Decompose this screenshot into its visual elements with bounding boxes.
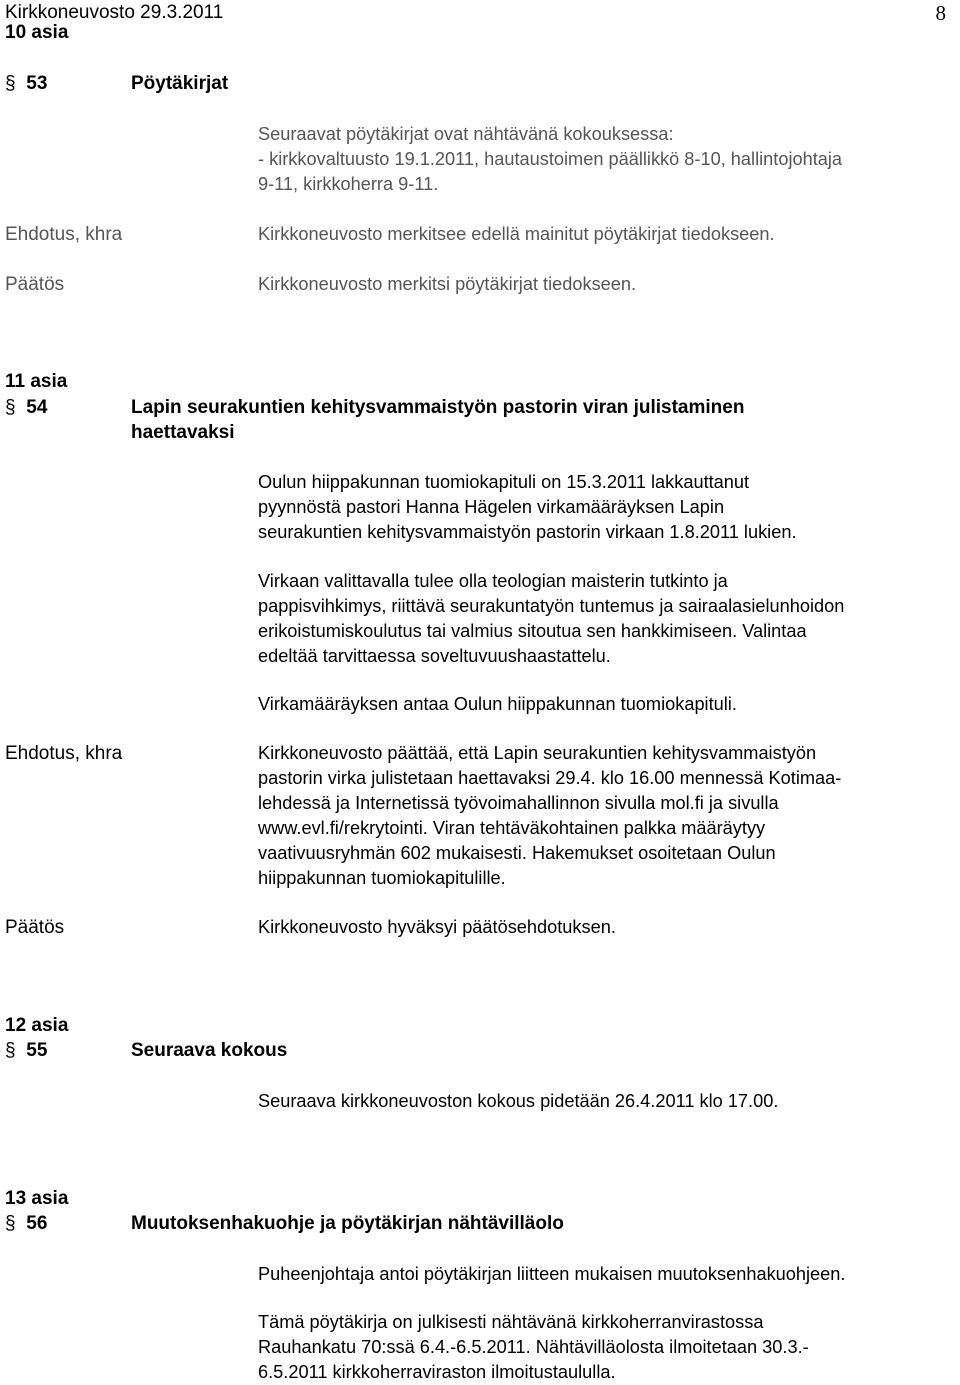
section-55 — [5, 1039, 47, 1063]
case-number-11: 11 asia — [5, 371, 68, 392]
page-header-title: Kirkkoneuvosto 29.3.2011 — [5, 2, 224, 23]
section-54 — [5, 396, 47, 420]
section-mark: § — [5, 397, 16, 418]
section-title-55: Seuraava kokous — [131, 1040, 288, 1061]
section-mark: § — [5, 1213, 16, 1234]
section-number: 54 — [26, 397, 48, 418]
case-number-13: 13 asia — [5, 1188, 69, 1209]
section-title-56: Muutoksenhakuohje ja pöytäkirjan nähtävilläolo — [131, 1213, 564, 1234]
decision-label-53: Päätös — [5, 274, 65, 295]
proposal-text-54: Kirkkoneuvosto päättää, että Lapin seurakuntien kehitysvammaistyön pastorin virka julistetaan haettavaksi 29.4. klo 16.00 mennessä Kotimaa- lehdessä ja Internetissä työvoimahallinnon sivulla mol.fi ja sivulla www.evl.fi/rekrytointi. Viran tehtäväkohtainen palkka määräytyy vaativuusryhmän 602 mukaisesti. Hakemukset osoitetaan Oulun hiippakunnan tuomiokapitulille. — [258, 743, 842, 888]
section-56 — [5, 1212, 47, 1236]
section-mark: § — [5, 1040, 16, 1061]
case-number-10: 10 asia — [5, 22, 69, 43]
section-53 — [5, 72, 47, 96]
page-number: 8 — [935, 1, 946, 25]
item-56-paragraph-1: Puheenjohtaja antoi pöytäkirjan liitteen mukaisen muutoksenhakuohjeen. — [258, 1264, 846, 1284]
decision-text-54: Kirkkoneuvosto hyväksyi päätösehdotuksen. — [258, 917, 616, 937]
section-title-54: Lapin seurakuntien kehitysvammaistyön pastorin viran julistaminen haettavaksi — [131, 397, 745, 443]
section-mark: § — [5, 73, 16, 94]
section-number: 53 — [26, 73, 48, 94]
section-title-53: Pöytäkirjat — [131, 73, 229, 94]
proposal-label-53: Ehdotus, khra — [5, 224, 123, 245]
section-number: 56 — [26, 1213, 48, 1234]
item-55-paragraph-1: Seuraava kirkkoneuvoston kokous pidetään 26.4.2011 klo 17.00. — [258, 1091, 779, 1111]
item-54-paragraph-2: Virkaan valittavalla tulee olla teologian maisterin tutkinto ja pappisvihkimys, riittävä seurakuntatyön tuntemus ja sairaalasielunhoidon erikoistumiskoulutus tai valmius sitoutua sen hankkimiseen. Valintaa edeltää tarvittaessa soveltuvuushaastattelu. — [258, 571, 845, 666]
proposal-text-53: Kirkkoneuvosto merkitsee edellä mainitut pöytäkirjat tiedokseen. — [258, 224, 775, 244]
section-number: 55 — [26, 1040, 48, 1061]
decision-label-54: Päätös — [5, 917, 65, 938]
item-53-intro: Seuraavat pöytäkirjat ovat nähtävänä kokouksessa: - kirkkovaltuusto 19.1.2011, hautaustoimen päällikkö 8-10, hallintojohtaja 9-11, kirkkoherra 9-11. — [258, 124, 843, 194]
case-number-12: 12 asia — [5, 1015, 69, 1036]
decision-text-53: Kirkkoneuvosto merkitsi pöytäkirjat tiedokseen. — [258, 274, 637, 294]
item-56-paragraph-2: Tämä pöytäkirja on julkisesti nähtävänä kirkkoherranvirastossa Rauhankatu 70:ssä 6.4.-6.5.2011. Nähtävilläolosta ilmoitetaan 30.3.- 6.5.2011 kirkkoherraviraston ilmoitustaululla. — [258, 1312, 809, 1382]
item-54-paragraph-1: Oulun hiippakunnan tuomiokapituli on 15.3.2011 lakkauttanut pyynnöstä pastori Hanna Hägelen virkamääräyksen Lapin seurakuntien kehitysvammaistyön pastorin virkaan 1.8.2011 lukien. — [258, 472, 797, 542]
proposal-label-54: Ehdotus, khra — [5, 743, 123, 764]
item-54-paragraph-3: Virkamääräyksen antaa Oulun hiippakunnan tuomiokapituli. — [258, 694, 737, 714]
